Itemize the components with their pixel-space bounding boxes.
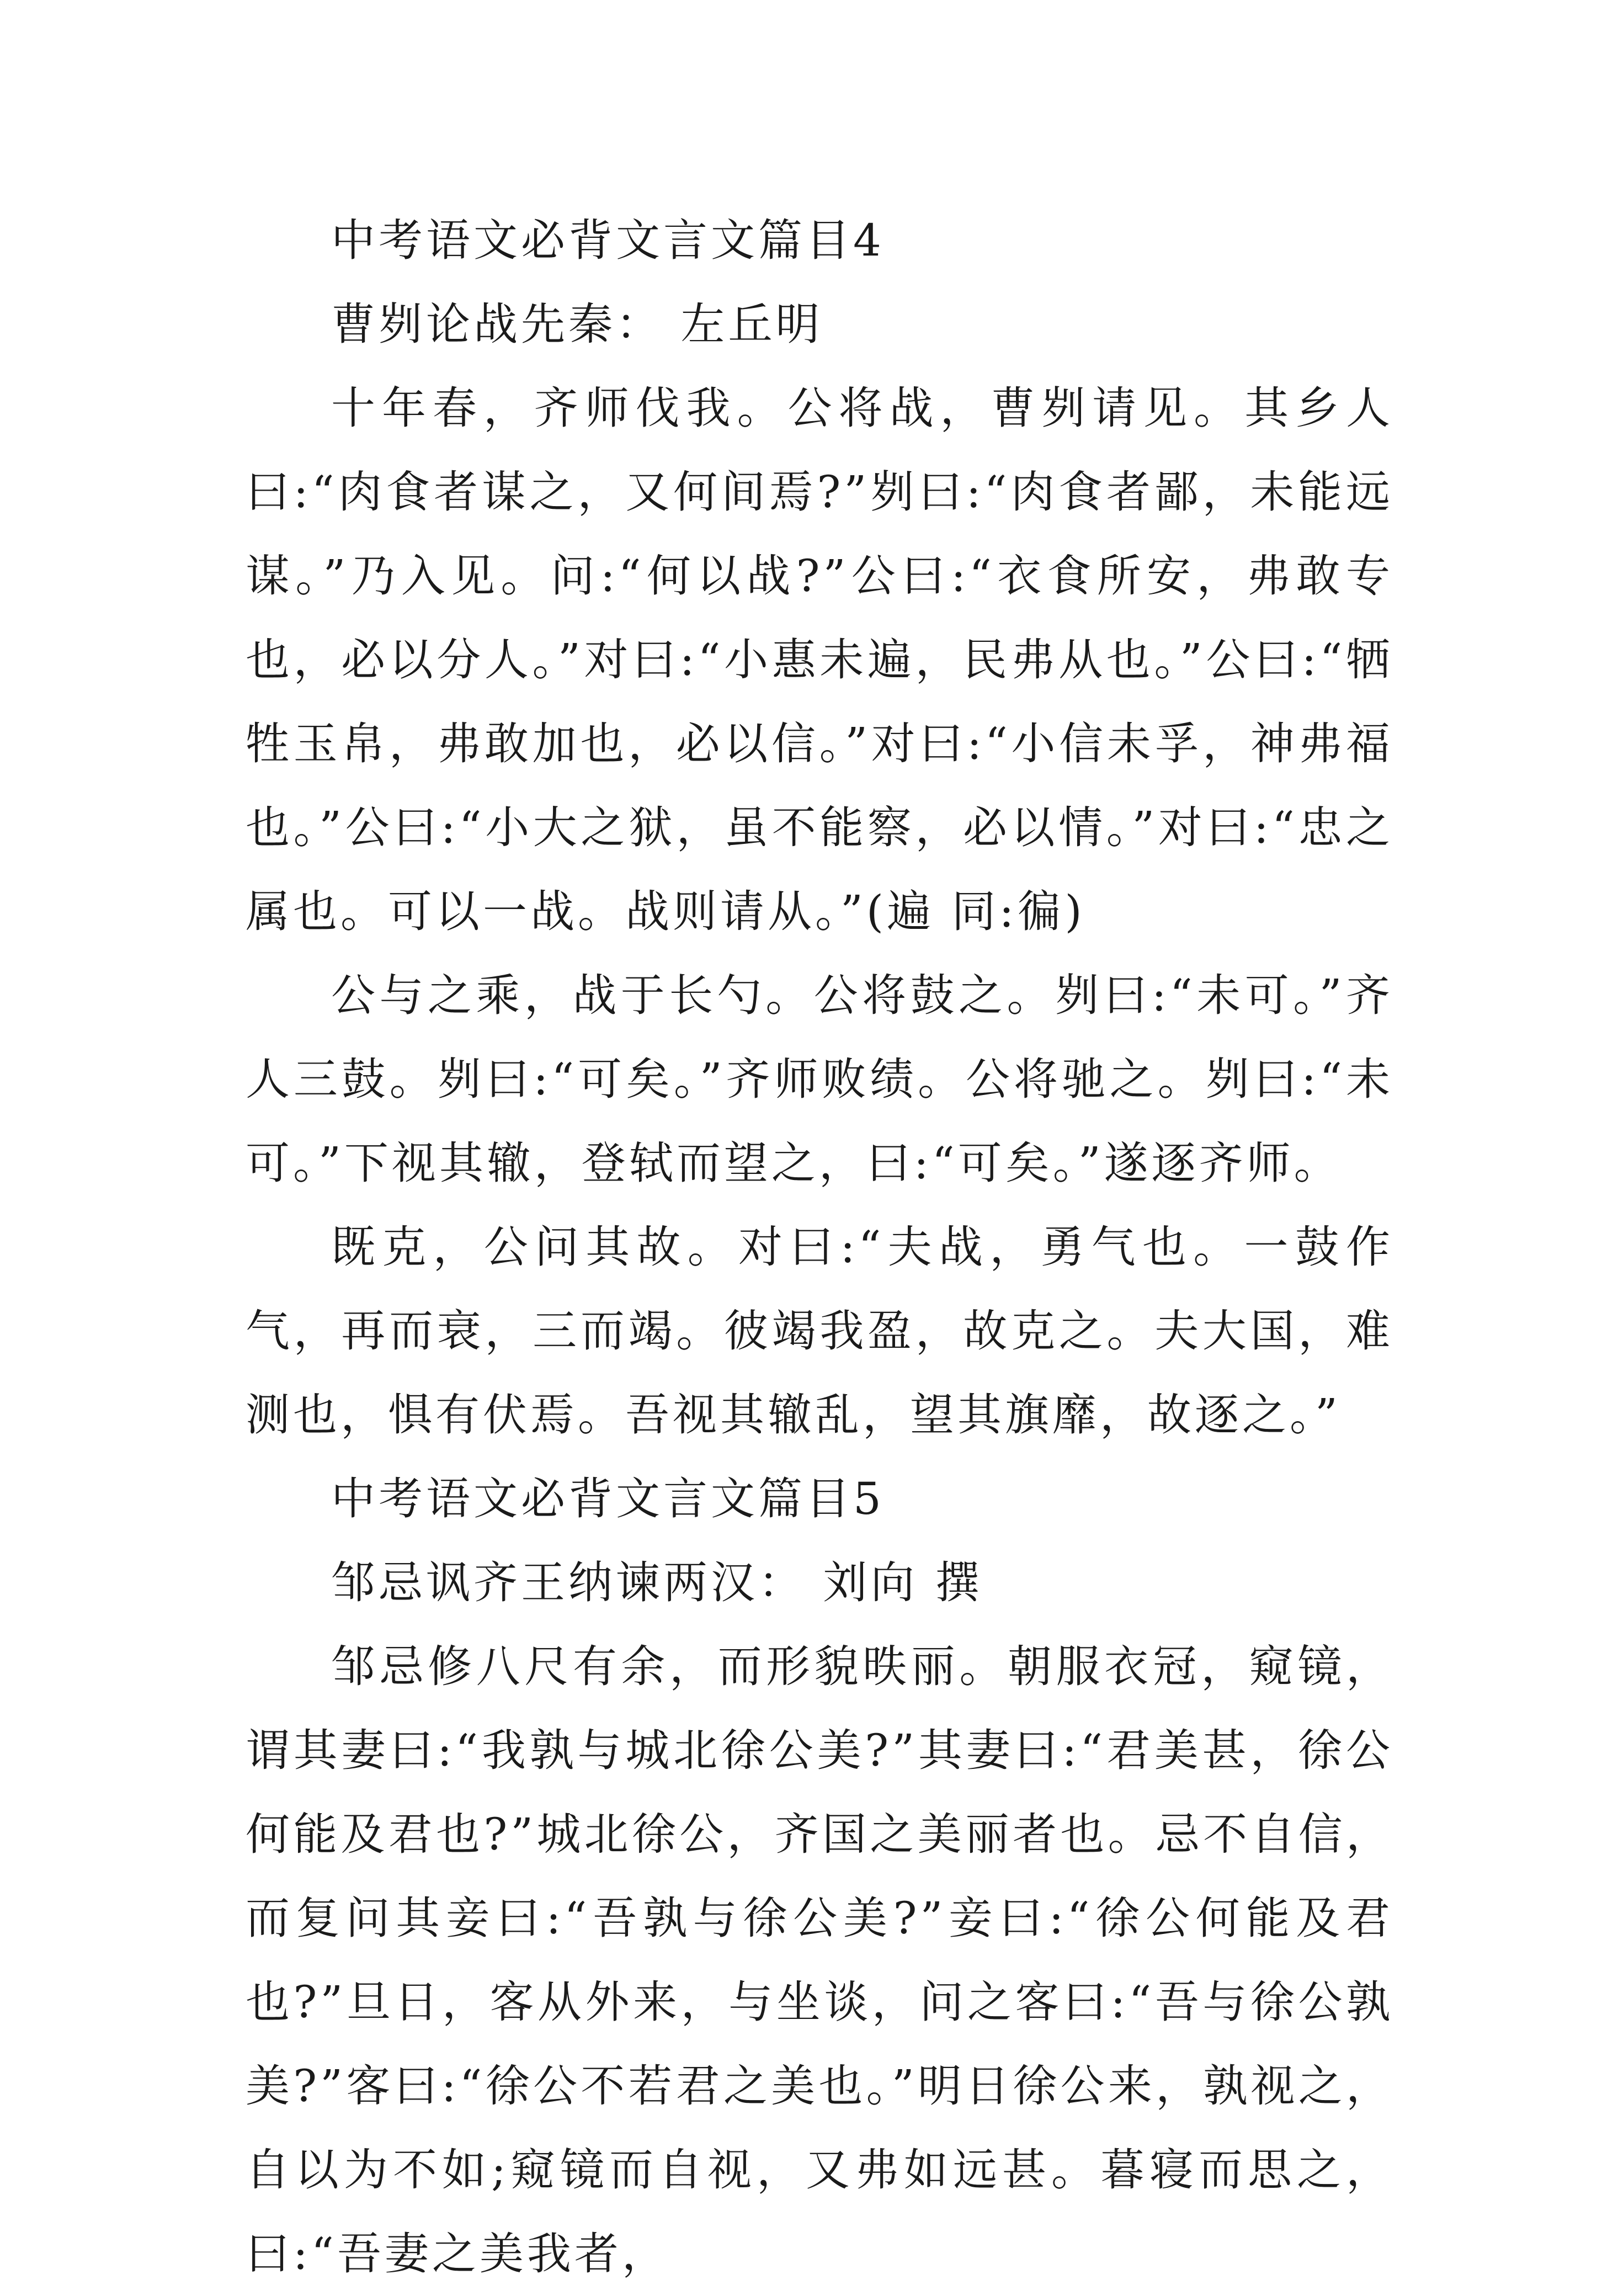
section-subtitle-4: 曹刿论战先秦： 左丘明 bbox=[331, 299, 823, 350]
paragraph: 既克，公问其故。对曰:“夫战，勇气也。一鼓作气，再而衰，三而竭。彼竭我盈，故克之。夫大国，难测也，惧有伏焉。吾视其辙乱，望其旗靡，故逐之。” bbox=[246, 1221, 1393, 1441]
section-title-4: 中考语文必背文言文篇目4 bbox=[331, 215, 885, 266]
paragraph: 公与之乘，战于长勺。公将鼓之。刿曰:“未可。”齐人三鼓。刿曰:“可矣。”齐师败绩。公将驰之。刿曰:“未可。”下视其辙，登轼而望之，曰:“可矣。”遂逐齐师。 bbox=[246, 970, 1393, 1189]
document-page bbox=[246, 199, 1393, 2296]
section-title-5: 中考语文必背文言文篇目5 bbox=[331, 1473, 885, 1524]
paragraph: 邹忌修八尺有余，而形貌昳丽。朝服衣冠，窥镜，谓其妻曰:“我孰与城北徐公美?”其妻曰:“君美甚，徐公何能及君也?”城北徐公，齐国之美丽者也。忌不自信，而复问其妾曰:“吾孰与徐公美?”妾曰:“徐公何能及君也?”旦日，客从外来，与坐谈，问之客曰:“吾与徐公孰美?”客曰:“徐公不若君之美也。”明日徐公来，孰视之，自以为不如;窥镜而自视，又弗如远甚。暮寝而思之，曰:“吾妻之美我者， bbox=[246, 1641, 1393, 2279]
section-subtitle-5: 邹忌讽齐王纳谏两汉： 刘向 撰 bbox=[331, 1557, 983, 1608]
paragraph: 十年春，齐师伐我。公将战，曹刿请见。其乡人曰:“肉食者谋之，又何间焉?”刿曰:“肉食者鄙，未能远谋。”乃入见。问:“何以战?”公曰:“衣食所安，弗敢专也，必以分人。”对曰:“小惠未遍，民弗从也。”公曰:“牺牲玉帛，弗敢加也，必以信。”对曰:“小信未孚，神弗福也。”公曰:“小大之狱，虽不能察，必以情。”对曰:“忠之属也。可以一战。战则请从。”(遍 同:徧) bbox=[246, 382, 1393, 937]
